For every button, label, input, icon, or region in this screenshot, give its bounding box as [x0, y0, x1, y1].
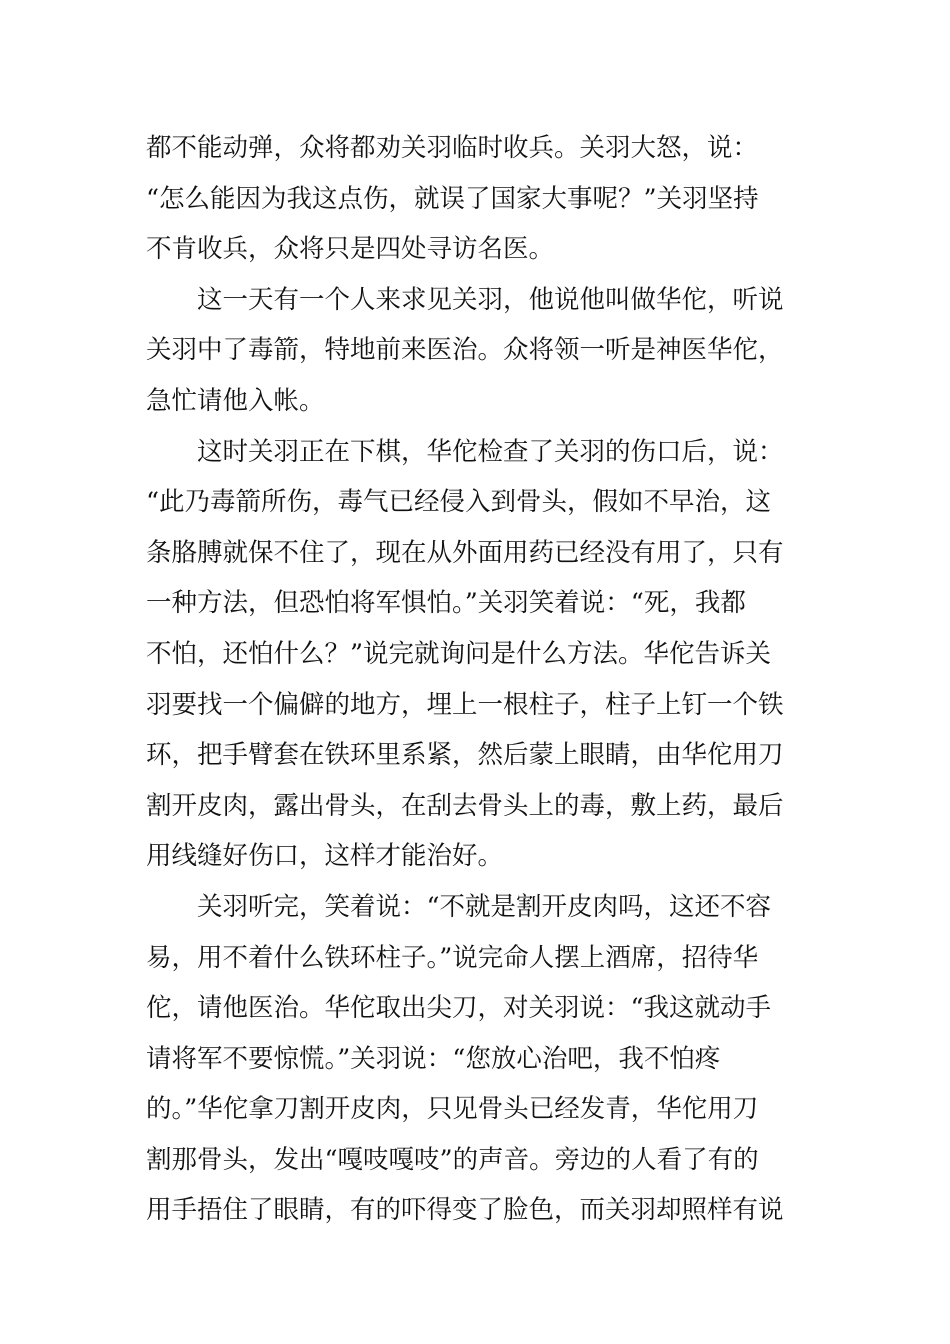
text-line: 一种方法，但恐怕将军惧怕。”关羽笑着说：“死，我都	[146, 588, 746, 619]
body-text	[146, 123, 806, 1236]
text-line: 关羽中了毒箭，特地前来医治。众将领一听是神医华佗，	[146, 335, 784, 366]
text-line: 请将军不要惊慌。”关羽说：“您放心治吧，我不怕疼	[146, 1043, 721, 1074]
text-line: 不怕，还怕什么？”说完就询问是什么方法。华佗告诉关	[146, 638, 772, 669]
text-line: 羽要找一个偏僻的地方，埋上一根柱子，柱子上钉一个铁	[146, 689, 784, 720]
text-line: 不肯收兵，众将只是四处寻访名医。	[146, 234, 555, 265]
paragraph-start-line: 这一天有一个人来求见关羽，他说他叫做华佗，听说	[197, 284, 784, 315]
paragraph-start-line: 关羽听完，笑着说：“不就是割开皮肉吗，这还不容	[197, 891, 772, 922]
text-line: 条胳膊就保不住了，现在从外面用药已经没有用了，只有	[146, 537, 784, 568]
text-line: 割那骨头，发出“嘎吱嘎吱”的声音。旁边的人看了有的	[146, 1144, 759, 1175]
text-line: 的。”华佗拿刀割开皮肉，只见骨头已经发青，华佗用刀	[146, 1094, 759, 1125]
text-line: 割开皮肉，露出骨头，在刮去骨头上的毒，敷上药，最后	[146, 790, 784, 821]
text-line: 都不能动弹，众将都劝关羽临时收兵。关羽大怒，说：	[146, 133, 759, 163]
paragraph-start-line: 这时关羽正在下棋，华佗检查了关羽的伤口后，说：	[197, 436, 784, 467]
text-line: 环，把手臂套在铁环里系紧，然后蒙上眼睛，由华佗用刀	[146, 740, 784, 771]
text-line: 易，用不着什么铁环柱子。”说完命人摆上酒席，招待华	[146, 942, 759, 973]
text-line: “怎么能因为我这点伤，就误了国家大事呢？”关羽坚持	[146, 183, 759, 214]
text-line: “此乃毒箭所伤，毒气已经侵入到骨头，假如不早治，这	[146, 487, 772, 518]
text-line: 用线缝好伤口，这样才能治好。	[146, 841, 504, 872]
text-line: 用手捂住了眼睛，有的吓得变了脸色，而关羽却照样有说	[146, 1195, 784, 1226]
text-line: 急忙请他入帐。	[146, 385, 325, 416]
text-line: 佗，请他医治。华佗取出尖刀，对关羽说：“我这就动手	[146, 993, 772, 1024]
